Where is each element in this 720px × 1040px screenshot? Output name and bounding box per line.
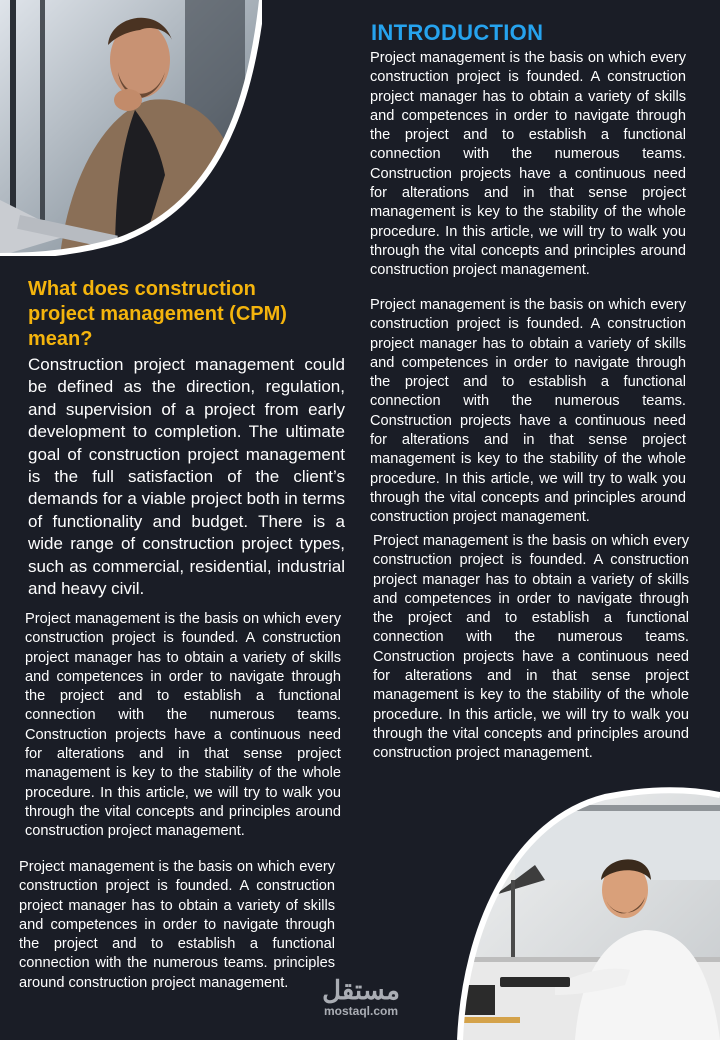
mostaql-watermark bbox=[316, 976, 406, 1018]
cpm-body: Construction project management could be defined as the direction, regulation, and supervision of a project from early development to completion. The ultimate goal of construction project management is the full satisfaction of the client’s demands for a viable project both in terms of functionality and budget. There is a wide range of construction project types, such as commercial, residential, industrial and heavy civil. bbox=[28, 355, 345, 599]
intro-paragraph-3: Project management is the basis on which every construction project is founded. A construction project manager has to obtain a variety of skills and competences in order to navigate through the project and to establish a functional connection with the numerous teams. Construction projects have a continuous need for alterations and in that sense project management is key to the stability of the whole procedure. In this article, we will try to walk you through the vital concepts and principles around construction project management. bbox=[373, 533, 689, 762]
watermark-latin: mostaql.com bbox=[323, 1004, 398, 1018]
introduction-title: INTRODUCTION bbox=[371, 20, 544, 45]
left-paragraph-1: Project management is the basis on which every construction project is founded. A construction project manager has to obtain a variety of skills and competences in order to navigate through the project and to establish a functional connection with the numerous teams. Construction projects have a continuous need for alterations and in that sense project management is key to the stability of the whole procedure. In this article, we will try to walk you through the vital concepts and principles around construction project management. bbox=[25, 611, 341, 840]
cpm-heading: What does construction project management (CPM) mean? bbox=[28, 278, 287, 350]
watermark-arabic: مستقل bbox=[322, 975, 400, 1005]
left-paragraph-2: Project management is the basis on which every construction project is founded. A construction project manager has to obtain a variety of skills and competences in order to navigate through the project and to establish a functional connection with the numerous teams. principles around construction project management. bbox=[19, 859, 335, 991]
intro-paragraph-1: Project management is the basis on which every construction project is founded. A construction project manager has to obtain a variety of skills and competences in order to navigate through the project and to establish a functional connection with the numerous teams. Construction projects have a continuous need for alterations and in that sense project management is key to the stability of the whole procedure. In this article, we will try to walk you through the vital concepts and principles around construction project management. bbox=[370, 50, 686, 279]
intro-paragraph-2: Project management is the basis on which every construction project is founded. A construction project manager has to obtain a variety of skills and competences in order to navigate through the project and to establish a functional connection with the numerous teams. Construction projects have a continuous need for alterations and in that sense project management is key to the stability of the whole procedure. In this article, we will try to walk you through the vital concepts and principles around construction project management. bbox=[370, 297, 686, 526]
photo-man-thinking bbox=[0, 0, 262, 256]
photo-man-smiling-desk bbox=[455, 785, 720, 1040]
